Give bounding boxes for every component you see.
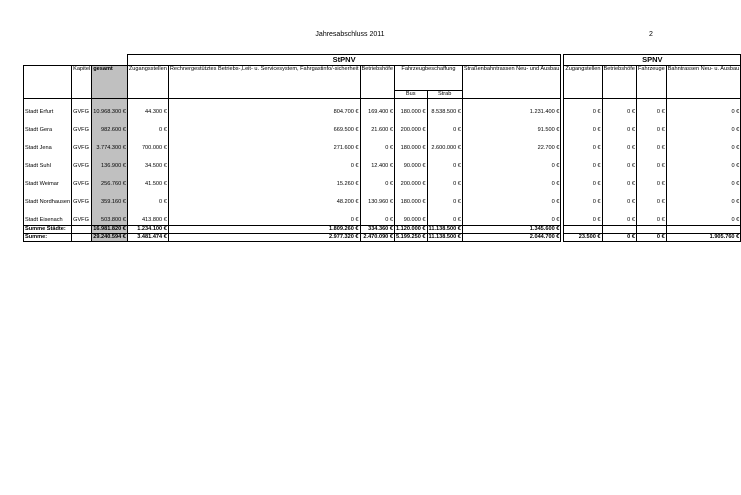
row-betriebshoefe: 130.960 € <box>360 199 394 207</box>
header-rechnergestuetztes: Rechnergestütztes Betriebs-,Leit- u. Servicesystem, Fahrgastinfo/-sicherheit <box>168 66 360 99</box>
summe-staedte-label: Summe Städte: <box>24 225 72 233</box>
group-header-spnv: SPNV <box>564 55 741 66</box>
row-zugangsstellen: 44.300 € <box>127 109 168 117</box>
row-betriebshoefe: 0 € <box>360 145 394 153</box>
row-rechnergestuetztes: 0 € <box>168 217 360 226</box>
row-spnv-zugangstellen: 0 € <box>564 145 602 153</box>
summe-gesamt: 29.240.594 € <box>93 233 126 240</box>
row-gesamt: 359.160 € <box>92 199 128 207</box>
header-spnv-bahntrassen: Bahntrassen Neu- u. Ausbau <box>666 66 741 99</box>
row-kapitel: GVFG <box>72 181 92 189</box>
row-zugangsstellen: 700.000 € <box>127 145 168 153</box>
row-betriebshoefe: 12.400 € <box>360 163 394 171</box>
header-strab: Strab <box>427 91 462 99</box>
row-spnv-bahntrassen: 0 € <box>666 145 741 153</box>
row-name: Stadt Jena <box>24 145 72 153</box>
row-strab: 0 € <box>427 127 462 135</box>
header-fahrzeugbeschaffung: Fahrzeugbeschaffung <box>394 66 462 91</box>
summe-bus: 5.199.250 € <box>395 233 426 240</box>
header-name-cell <box>24 66 72 99</box>
funding-table <box>23 54 741 242</box>
row-gesamt: 256.760 € <box>92 181 128 189</box>
row-strassenbahntrassen: 0 € <box>462 199 560 207</box>
row-zugangsstellen: 34.500 € <box>127 163 168 171</box>
row-strab: 2.600.000 € <box>427 145 462 153</box>
row-strab: 0 € <box>427 217 462 226</box>
row-spnv-bahntrassen: 0 € <box>666 163 741 171</box>
row-strab: 8.538.500 € <box>427 109 462 117</box>
summe-spnv-zugang: 23.500 € <box>564 233 602 241</box>
summe-spnv-bahntrassen: 1.905.760 € <box>666 233 741 241</box>
row-rechnergestuetztes: 0 € <box>168 163 360 171</box>
row-bus: 90.000 € <box>394 163 427 171</box>
summe-staedte-strab: 11.138.500 € <box>428 225 461 232</box>
summe-staedte-bus: 1.120.000 € <box>395 225 426 232</box>
row-gesamt: 136.900 € <box>92 163 128 171</box>
row-spnv-bahntrassen: 0 € <box>666 127 741 135</box>
row-spnv-zugangstellen: 0 € <box>564 217 602 226</box>
row-strassenbahntrassen: 1.231.400 € <box>462 109 560 117</box>
table-row <box>24 145 741 153</box>
row-gesamt: 10.968.300 € <box>93 108 126 115</box>
row-spnv-zugangstellen: 0 € <box>564 163 602 171</box>
data-rows <box>24 98 741 225</box>
row-spnv-betriebshoefe: 0 € <box>602 217 636 226</box>
row-rechnergestuetztes: 48.200 € <box>168 199 360 207</box>
row-betriebshoefe: 0 € <box>360 181 394 189</box>
row-spnv-betriebshoefe: 0 € <box>602 163 636 171</box>
header-spnv-fahrzeuge: Fahrzeuge <box>636 66 666 99</box>
row-kapitel: GVFG <box>72 127 92 135</box>
row-rechnergestuetztes: 804.700 € <box>168 109 360 117</box>
page-number: 2 <box>649 31 653 38</box>
row-strab: 0 € <box>427 199 462 207</box>
row-name: Stadt Nordhausen <box>25 198 71 205</box>
row-bus: 200.000 € <box>394 127 427 135</box>
row-spnv-betriebshoefe: 0 € <box>602 181 636 189</box>
summe-strab: 11.138.500 € <box>428 233 461 240</box>
row-name: Stadt Eisenach <box>24 217 72 226</box>
row-spnv-fahrzeuge: 0 € <box>636 127 666 135</box>
row-name: Stadt Suhl <box>24 163 72 171</box>
row-kapitel: GVFG <box>72 199 92 207</box>
summe-staedte-betrieb: 334.360 € <box>360 225 394 233</box>
row-bus: 180.000 € <box>394 109 427 117</box>
row-spnv-betriebshoefe: 0 € <box>602 127 636 135</box>
row-spnv-zugangstellen: 0 € <box>564 127 602 135</box>
row-bus: 180.000 € <box>394 145 427 153</box>
summe-rbl: 2.977.320 € <box>168 233 360 241</box>
row-betriebshoefe: 21.600 € <box>360 127 394 135</box>
row-name: Stadt Weimar <box>24 181 72 189</box>
row-spnv-betriebshoefe: 0 € <box>602 199 636 207</box>
row-spnv-bahntrassen: 0 € <box>666 181 741 189</box>
row-spnv-bahntrassen: 0 € <box>666 217 741 226</box>
row-strassenbahntrassen: 0 € <box>462 163 560 171</box>
row-bus: 180.000 € <box>394 199 427 207</box>
row-rechnergestuetztes: 15.260 € <box>168 181 360 189</box>
table-row <box>24 199 741 207</box>
row-rechnergestuetztes: 271.600 € <box>168 145 360 153</box>
row-strassenbahntrassen: 22.700 € <box>462 145 560 153</box>
row-zugangsstellen: 0 € <box>127 199 168 207</box>
row-kapitel: GVFG <box>72 145 92 153</box>
row-strassenbahntrassen: 0 € <box>462 217 560 226</box>
row-spnv-fahrzeuge: 0 € <box>636 181 666 189</box>
row-spnv-bahntrassen: 0 € <box>666 199 741 207</box>
header-betriebshoefe: Betriebshöfe <box>360 66 394 99</box>
table-row <box>24 127 741 135</box>
summe-staedte-rbl: 1.809.260 € <box>168 225 360 233</box>
row-spnv-betriebshoefe: 0 € <box>602 109 636 117</box>
header-spnv-betriebshoefe: Betriebshöfe <box>602 66 636 99</box>
header-zugangsstellen: Zugangsstellen <box>127 66 168 99</box>
row-spnv-betriebshoefe: 0 € <box>602 145 636 153</box>
summe-staedte-strassen: 1.345.600 € <box>462 225 560 233</box>
summe-staedte-zugang: 1.234.100 € <box>127 225 168 233</box>
row-strab: 0 € <box>427 163 462 171</box>
row-spnv-zugangstellen: 0 € <box>564 199 602 207</box>
summe-staedte-gesamt: 16.981.820 € <box>93 225 126 232</box>
row-betriebshoefe: 0 € <box>360 217 394 226</box>
row-gesamt: 3.774.300 € <box>92 145 128 153</box>
row-spnv-fahrzeuge: 0 € <box>636 163 666 171</box>
summe-zugang: 3.481.474 € <box>127 233 168 241</box>
row-bus: 200.000 € <box>394 181 427 189</box>
row-spnv-fahrzeuge: 0 € <box>636 217 666 226</box>
row-name: Stadt Erfurt <box>24 109 72 117</box>
table-row <box>24 181 741 189</box>
table-row <box>24 217 741 226</box>
row-rechnergestuetztes: 669.500 € <box>168 127 360 135</box>
summe-betrieb: 2.470.090 € <box>360 233 394 241</box>
row-spnv-fahrzeuge: 0 € <box>636 145 666 153</box>
header-spnv-zugangstellen: Zugangstellen <box>564 66 602 99</box>
row-kapitel: GVFG <box>72 163 92 171</box>
summe-spnv-betrieb: 0 € <box>602 233 636 241</box>
row-kapitel: GVFG <box>72 217 92 226</box>
row-spnv-zugangstellen: 0 € <box>564 109 602 117</box>
table-row <box>24 163 741 171</box>
row-strab: 0 € <box>427 181 462 189</box>
row-kapitel: GVFG <box>72 109 92 117</box>
summe-label: Summe: <box>24 233 72 241</box>
row-gesamt: 503.800 € <box>92 217 128 226</box>
header-gesamt: gesamt <box>92 66 128 99</box>
row-spnv-zugangstellen: 0 € <box>564 181 602 189</box>
row-spnv-fahrzeuge: 0 € <box>636 109 666 117</box>
table-row <box>24 109 741 117</box>
header-strassenbahntrassen: Straßenbahntrassen Neu- und Ausbau <box>462 66 560 99</box>
summe-spnv-fahrzeuge: 0 € <box>636 233 666 241</box>
row-betriebshoefe: 169.400 € <box>360 109 394 117</box>
row-bus: 90.000 € <box>394 217 427 226</box>
header-kapitel: Kapitel <box>72 66 92 99</box>
row-gesamt: 982.600 € <box>92 127 128 135</box>
row-name: Stadt Gera <box>24 127 72 135</box>
row-strassenbahntrassen: 0 € <box>462 181 560 189</box>
header-bus: Bus <box>394 91 427 99</box>
row-zugangsstellen: 413.800 € <box>127 217 168 226</box>
row-spnv-fahrzeuge: 0 € <box>636 199 666 207</box>
row-spnv-bahntrassen: 0 € <box>666 109 741 117</box>
row-zugangsstellen: 0 € <box>127 127 168 135</box>
row-strassenbahntrassen: 91.500 € <box>462 127 560 135</box>
row-zugangsstellen: 41.500 € <box>127 181 168 189</box>
summe-strassen: 2.044.700 € <box>462 233 560 241</box>
group-header-stpnv: StPNV <box>127 55 560 66</box>
document-title: Jahresabschluss 2011 <box>315 31 385 38</box>
